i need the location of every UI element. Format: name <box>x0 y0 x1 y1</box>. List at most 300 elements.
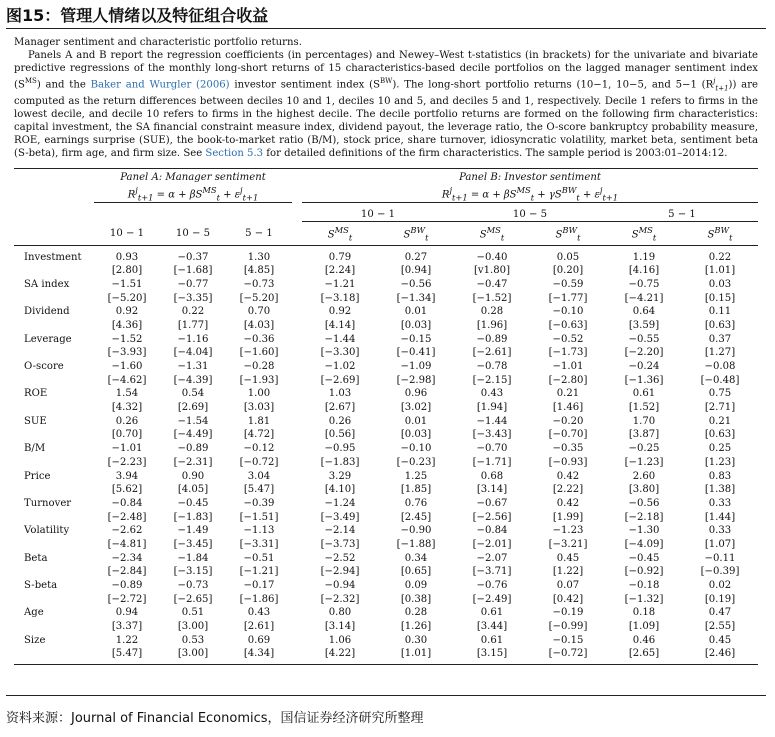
tstat-cell: [1.01] <box>378 647 454 664</box>
coef-cell: −1.09 <box>400 361 432 373</box>
tstat-cell: [1.23] <box>704 456 736 468</box>
tstat-cell: [−3.21] <box>548 538 588 550</box>
tstat-cell: [−1.77] <box>548 292 588 304</box>
tstat-cell: [1.07] <box>704 538 736 550</box>
tstat-cell: [4.16] <box>628 265 660 277</box>
coef-cell: −0.95 <box>324 443 356 455</box>
coef-cell: −1.02 <box>324 361 356 373</box>
coef-cell: 0.45 <box>556 552 580 564</box>
coef-cell: 0.33 <box>708 525 732 537</box>
panel-b-title: Panel B: Investor sentiment <box>302 169 758 185</box>
group-header-5-1: 5 − 1 <box>606 203 758 222</box>
coef-cell: 0.37 <box>708 333 732 345</box>
row-label: O-score <box>24 361 64 373</box>
tstat-cell: [−1.32] <box>624 593 664 605</box>
baker-wurgler-link[interactable]: Baker and Wurgler (2006) <box>90 79 230 91</box>
coef-cell: −0.73 <box>177 580 209 592</box>
coef-cell: 2.60 <box>632 470 656 482</box>
coef-cell: −0.10 <box>400 443 432 455</box>
tstat-cell: [3.00] <box>177 621 209 633</box>
table-row <box>14 246 758 264</box>
coef-cell: 0.45 <box>708 634 732 646</box>
coef-cell: −0.17 <box>243 580 275 592</box>
coef-cell: 3.04 <box>247 470 271 482</box>
tstat-cell: [0.63] <box>704 319 736 331</box>
coef-cell: −0.89 <box>111 580 143 592</box>
tstat-cell: [2.65] <box>606 647 682 664</box>
tstat-cell: [−3.93] <box>107 347 147 359</box>
coef-cell: −0.77 <box>177 278 209 290</box>
coef-cell: 0.02 <box>708 580 732 592</box>
coef-cell: 1.54 <box>115 388 139 400</box>
coef-cell: 0.83 <box>708 470 732 482</box>
group-header-10-5: 10 − 5 <box>454 203 606 222</box>
tstat-cell: [0.56] <box>324 429 356 441</box>
coef-cell: −0.56 <box>628 497 660 509</box>
coef-cell: 1.06 <box>328 634 352 646</box>
tstat-cell: [−2.49] <box>472 593 512 605</box>
coef-cell: −1.52 <box>111 333 143 345</box>
row-label: Volatility <box>24 525 70 537</box>
coef-cell: 0.94 <box>115 607 139 619</box>
column-header-row <box>14 222 758 246</box>
coef-cell: −1.24 <box>324 497 356 509</box>
tstat-cell: [−1.88] <box>396 538 436 550</box>
figure-title: 图15：管理人情绪以及特征组合收益 <box>6 6 269 25</box>
tstat-cell: [5.47] <box>243 484 275 496</box>
coef-cell: −0.55 <box>628 333 660 345</box>
coef-cell: −0.35 <box>552 443 584 455</box>
tstat-cell: [−0.48] <box>700 374 740 386</box>
tstat-cell: [−1.86] <box>239 593 279 605</box>
coef-cell: −0.89 <box>177 443 209 455</box>
tstat-cell: [4.34] <box>226 647 292 664</box>
coef-cell: −0.84 <box>476 525 508 537</box>
coef-cell: 0.28 <box>404 607 428 619</box>
tstat-cell: [5.47] <box>94 647 160 664</box>
tstat-cell: [2.46] <box>682 647 758 664</box>
coef-cell: 0.21 <box>556 388 580 400</box>
tstat-cell: [−4.04] <box>173 347 213 359</box>
table-row-tstat <box>14 264 758 278</box>
coef-cell: 1.19 <box>632 251 656 263</box>
coef-cell: 0.46 <box>632 634 656 646</box>
source-note: 资料来源：Journal of Financial Economics，国信证券经济研究所整理 <box>6 711 424 726</box>
tstat-cell: [−5.20] <box>107 292 147 304</box>
table-row-tstat <box>14 565 758 579</box>
coef-cell: 0.69 <box>247 634 271 646</box>
tstat-cell: [−0.70] <box>548 429 588 441</box>
coef-cell: 0.01 <box>404 415 428 427</box>
bottom-rule <box>6 695 766 696</box>
table-row <box>14 332 758 346</box>
row-label: B/M <box>24 443 46 455</box>
tstat-cell: [−2.31] <box>173 456 213 468</box>
coef-cell: −0.84 <box>111 497 143 509</box>
coef-cell: −1.44 <box>476 415 508 427</box>
coef-cell: −0.47 <box>476 278 508 290</box>
coef-cell: −2.07 <box>476 552 508 564</box>
tstat-cell: [−3.18] <box>320 292 360 304</box>
coef-cell: 0.42 <box>556 497 580 509</box>
col-header: 10 − 1 <box>94 222 160 246</box>
coef-cell: 0.92 <box>115 306 139 318</box>
tstat-cell: [0.63] <box>704 429 736 441</box>
table-row <box>14 360 758 374</box>
tstat-cell: [1.52] <box>628 402 660 414</box>
tstat-cell: [0.65] <box>400 566 432 578</box>
coef-cell: −0.20 <box>552 415 584 427</box>
table-row <box>14 469 758 483</box>
tstat-cell: [−2.01] <box>472 538 512 550</box>
coef-cell: −0.08 <box>704 361 736 373</box>
tstat-cell: [−1.52] <box>472 292 512 304</box>
ms-superscript: MS <box>24 77 37 85</box>
coef-cell: −1.31 <box>177 361 209 373</box>
tstat-cell: [−3.31] <box>239 538 279 550</box>
coef-cell: −2.62 <box>111 525 143 537</box>
row-label: SUE <box>24 415 47 427</box>
coef-cell: −0.19 <box>552 607 584 619</box>
coef-cell: −1.21 <box>324 278 356 290</box>
coef-cell: 3.29 <box>328 470 352 482</box>
coef-cell: 1.00 <box>247 388 271 400</box>
tstat-cell: [1.44] <box>704 511 736 523</box>
tstat-cell: [3.87] <box>628 429 660 441</box>
tstat-cell: [1.01] <box>704 265 736 277</box>
tstat-cell: [−1.36] <box>624 374 664 386</box>
coef-cell: 0.25 <box>708 443 732 455</box>
coef-cell: −0.15 <box>552 634 584 646</box>
tstat-cell: [−1.83] <box>173 511 213 523</box>
table-row-tstat <box>14 319 758 333</box>
tstat-cell: [1.46] <box>552 402 584 414</box>
tstat-cell: [4.72] <box>243 429 275 441</box>
tstat-cell: [−0.39] <box>700 566 740 578</box>
tstat-cell: [−3.30] <box>320 347 360 359</box>
tstat-cell: [−2.32] <box>320 593 360 605</box>
tstat-cell: [0.42] <box>552 593 584 605</box>
coef-cell: −0.73 <box>243 278 275 290</box>
row-label: Investment <box>24 251 82 263</box>
tstat-cell: [0.38] <box>400 593 432 605</box>
coef-cell: 0.22 <box>181 306 205 318</box>
coef-cell: 0.26 <box>328 415 352 427</box>
coef-cell: 0.93 <box>115 251 139 263</box>
coef-cell: −0.76 <box>476 580 508 592</box>
tstat-cell: [−3.71] <box>472 566 512 578</box>
coef-cell: 0.61 <box>480 607 504 619</box>
col-header: 5 − 1 <box>226 222 292 246</box>
tstat-cell: [3.14] <box>324 621 356 633</box>
coef-cell: 0.61 <box>632 388 656 400</box>
tstat-cell: [1.09] <box>628 621 660 633</box>
tstat-cell: [−1.73] <box>548 347 588 359</box>
caption-text-1: Panels A and B report the regression coefficients (in percentages) and Newey–West t-statistics (in brackets) for the univariate and bivariate predictive regressions of the monthly long-short returns of 15 characteristics-based decile portfolios on the lagged manager sentiment index (S <box>14 50 758 91</box>
table-body <box>14 246 758 665</box>
row-label: Turnover <box>24 497 72 509</box>
col-header: 10 − 5 <box>160 222 226 246</box>
tstat-cell: [2.69] <box>177 402 209 414</box>
tstat-cell: [−1.21] <box>239 566 279 578</box>
coef-cell: 0.75 <box>708 388 732 400</box>
coef-cell: 0.18 <box>632 607 656 619</box>
tstat-cell: [3.14] <box>476 484 508 496</box>
tstat-cell: [2.55] <box>704 621 736 633</box>
tstat-cell: [3.03] <box>243 402 275 414</box>
table-row-tstat <box>14 592 758 606</box>
tstat-cell: [1.27] <box>704 347 736 359</box>
group-header-10-1: 10 − 1 <box>302 203 454 222</box>
coef-cell: −1.13 <box>243 525 275 537</box>
tstat-cell: [−3.43] <box>472 429 512 441</box>
tstat-cell: [−2.65] <box>173 593 213 605</box>
table-row-tstat <box>14 373 758 387</box>
panel-a-title: Panel A: Manager sentiment <box>94 169 292 185</box>
tstat-cell: [3.00] <box>160 647 226 664</box>
coef-cell: 0.01 <box>404 306 428 318</box>
coef-cell: −0.37 <box>177 251 209 263</box>
tstat-cell: [−4.39] <box>173 374 213 386</box>
tstat-cell: [−1.71] <box>472 456 512 468</box>
coef-cell: −0.39 <box>243 497 275 509</box>
col-header: $S^{MS}_t$ <box>302 222 378 246</box>
tstat-cell: [−2.69] <box>320 374 360 386</box>
coef-cell: −2.34 <box>111 552 143 564</box>
coef-cell: −0.56 <box>400 278 432 290</box>
table-row <box>14 579 758 593</box>
coef-cell: −1.54 <box>177 415 209 427</box>
tstat-cell: [2.61] <box>243 621 275 633</box>
tstat-cell: [1.85] <box>400 484 432 496</box>
coef-cell: 0.34 <box>404 552 428 564</box>
coef-cell: −0.94 <box>324 580 356 592</box>
tstat-cell: [−2.80] <box>548 374 588 386</box>
coef-cell: 3.94 <box>115 470 139 482</box>
caption-text-5: )) are computed as the return differences between deciles 10 and 1, deciles 10 and 5, and deciles 5 and 1, respectively. Decile 1 refers to firms in the lowest decile, and decile 10 refers to firms in the highest decile. The decile portfolio returns are formed on the following firm characteristics: capital investment, the SA financial constraint measure index, dividend payout, the leverage ratio, the O-score bankruptcy probability measure, ROE, earnings surprise (SUE), the book-to-market ratio (B/M), stock price, share turnover, idiosyncratic volatility, market beta, sentiment beta (S-beta), firm age, and firm size. See <box>14 79 758 160</box>
tstat-cell: [−0.41] <box>396 347 436 359</box>
coef-cell: −1.01 <box>111 443 143 455</box>
tstat-cell: [−4.62] <box>107 374 147 386</box>
coef-cell: 0.53 <box>181 634 205 646</box>
tstat-cell: [2.80] <box>111 265 143 277</box>
table-row-tstat <box>14 510 758 524</box>
tstat-cell: [3.80] <box>628 484 660 496</box>
coef-cell: 0.80 <box>328 607 352 619</box>
coef-cell: −0.78 <box>476 361 508 373</box>
coef-cell: 0.68 <box>480 470 504 482</box>
coef-cell: −0.36 <box>243 333 275 345</box>
tstat-cell: [−2.61] <box>472 347 512 359</box>
tstat-cell: [−1.93] <box>239 374 279 386</box>
coef-cell: 0.07 <box>556 580 580 592</box>
tstat-cell: [−3.45] <box>173 538 213 550</box>
caption-text-4: ). The long-short portfolio returns (10−1, 10−5, and 5−1 (R <box>392 79 714 91</box>
tstat-cell: [2.71] <box>704 402 736 414</box>
col-header: $S^{BW}_t$ <box>530 222 606 246</box>
tstat-cell: [1.77] <box>177 319 209 331</box>
coef-cell: −1.60 <box>111 361 143 373</box>
tstat-cell: [−1.83] <box>320 456 360 468</box>
tstat-cell: [−0.93] <box>548 456 588 468</box>
coef-cell: −1.01 <box>552 361 584 373</box>
coef-cell: −1.51 <box>111 278 143 290</box>
tstat-cell: [4.05] <box>177 484 209 496</box>
coef-cell: −0.90 <box>400 525 432 537</box>
coef-cell: 0.51 <box>181 607 205 619</box>
coef-cell: 0.33 <box>708 497 732 509</box>
row-label: ROE <box>24 388 48 400</box>
caption-body: Panels A and B report the regression coefficients (in percentages) and Newey–West t-statistics (in brackets) for the univariate and bivariate predictive regressions of the monthly long-short returns of 15 characteristics-based decile portfolios on the lagged manager sentiment index $(S^{MS})$ and the Baker and Wurgler (2006) investor sentiment index $(S^{BW})$. The long-short portfolio returns (10−1, 10−5, and 5−1 $(R^j_{t+1})$) are computed as the return differences between deciles 10 and 1, deciles 10 and 5, and deciles 5 and 1, respectively. Decile 1 refers to firms in the lowest decile, and decile 10 refers to firms in the highest decile. The decile portfolio returns are formed on the following firm characteristics: capital investment, the SA financial constraint measure index, dividend payout, the leverage ratio, the O-score bankruptcy probability measure, ROE, earnings surprise (SUE), the book-to-market ratio (B/M), stock price, share turnover, idiosyncratic volatility, market beta, sentiment beta (S-beta), firm age, and firm size. See Section 5.3 for detailed definitions of the firm characteristics. The sample period is 2003:01–2014:12. <box>14 50 758 160</box>
coef-cell: 1.30 <box>247 251 271 263</box>
results-table <box>14 168 758 665</box>
tstat-cell: [4.32] <box>111 402 143 414</box>
tstat-cell: [−0.92] <box>624 566 664 578</box>
tstat-cell: [−0.72] <box>530 647 606 664</box>
tstat-cell: [−4.81] <box>107 538 147 550</box>
tstat-cell: [0.03] <box>400 319 432 331</box>
table-row <box>14 497 758 511</box>
coef-cell: 0.70 <box>247 306 271 318</box>
table-row-tstat <box>14 483 758 497</box>
coef-cell: −0.28 <box>243 361 275 373</box>
tstat-cell: [−2.48] <box>107 511 147 523</box>
coef-cell: 0.43 <box>247 607 271 619</box>
table-row-tstat <box>14 401 758 415</box>
caption-title: Manager sentiment and characteristic portfolio returns. <box>14 37 302 48</box>
coef-cell: 0.11 <box>708 306 732 318</box>
col-header: $S^{BW}_t$ <box>378 222 454 246</box>
coef-cell: −0.12 <box>243 443 275 455</box>
caption-text-2: ) and the <box>36 79 91 91</box>
coef-cell: −1.84 <box>177 552 209 564</box>
table-row-tstat <box>14 620 758 634</box>
coef-cell: −0.24 <box>628 361 660 373</box>
tstat-cell: [−2.84] <box>107 566 147 578</box>
table-row-tstat <box>14 291 758 305</box>
tstat-cell: [−2.15] <box>472 374 512 386</box>
tstat-cell: [−3.49] <box>320 511 360 523</box>
table-row <box>14 633 758 647</box>
tstat-cell: [1.26] <box>400 621 432 633</box>
tstat-cell: [−1.68] <box>173 265 213 277</box>
coef-cell: 0.92 <box>328 306 352 318</box>
tstat-cell: [−0.99] <box>548 621 588 633</box>
coef-cell: −0.45 <box>177 497 209 509</box>
table-row-tstat <box>14 456 758 470</box>
section-link[interactable]: Section 5.3 <box>205 148 264 160</box>
tstat-cell: [4.10] <box>324 484 356 496</box>
row-label: Size <box>24 634 46 646</box>
tstat-cell: [3.44] <box>476 621 508 633</box>
coef-cell: 0.43 <box>480 388 504 400</box>
coef-cell: −0.70 <box>476 443 508 455</box>
coef-cell: 0.90 <box>181 470 205 482</box>
table-row <box>14 551 758 565</box>
coef-cell: −0.45 <box>628 552 660 564</box>
tstat-cell: [3.59] <box>628 319 660 331</box>
coef-cell: −1.23 <box>552 525 584 537</box>
coef-cell: −0.75 <box>628 278 660 290</box>
tstat-cell: [−2.94] <box>320 566 360 578</box>
table-row-tstat <box>14 647 758 664</box>
tstat-cell: [−2.18] <box>624 511 664 523</box>
coef-cell: 1.03 <box>328 388 352 400</box>
coef-cell: −2.52 <box>324 552 356 564</box>
tstat-cell: [−1.51] <box>239 511 279 523</box>
table-row <box>14 305 758 319</box>
table-row <box>14 524 758 538</box>
tstat-cell: [−4.09] <box>624 538 664 550</box>
row-label: Price <box>24 470 51 482</box>
tstat-cell: [2.22] <box>552 484 584 496</box>
col-header: $S^{MS}_t$ <box>606 222 682 246</box>
tstat-cell: [−0.72] <box>239 456 279 468</box>
tstat-cell: [3.37] <box>111 621 143 633</box>
coef-cell: 1.70 <box>632 415 656 427</box>
tstat-cell: [0.20] <box>552 265 584 277</box>
table-row <box>14 606 758 620</box>
coef-cell: 0.54 <box>181 388 205 400</box>
coef-cell: 0.05 <box>556 251 580 263</box>
tstat-cell: [5.62] <box>111 484 143 496</box>
tstat-cell: [−3.15] <box>173 566 213 578</box>
table-row-tstat <box>14 538 758 552</box>
coef-cell: 0.96 <box>404 388 428 400</box>
tstat-cell: [2.67] <box>324 402 356 414</box>
tstat-cell: [0.70] <box>111 429 143 441</box>
coef-cell: −0.59 <box>552 278 584 290</box>
col-header: $S^{BW}_t$ <box>682 222 758 246</box>
coef-cell: 0.79 <box>328 251 352 263</box>
table-row-tstat <box>14 346 758 360</box>
panel-a-equation: $R^j_{t+1} = \alpha + \beta S^{MS}_t + \varepsilon^j_{t+1}$ <box>94 185 292 203</box>
tstat-cell: [0.15] <box>704 292 736 304</box>
tstat-cell: [v1.80] <box>473 265 511 277</box>
coef-cell: 1.81 <box>247 415 271 427</box>
table-row <box>14 442 758 456</box>
tstat-cell: [−1.23] <box>624 456 664 468</box>
tstat-cell: [1.38] <box>704 484 736 496</box>
caption-text-6: for detailed definitions of the firm characteristics. The sample period is 2003:01–2014:12. <box>263 148 728 160</box>
table-row <box>14 278 758 292</box>
coef-cell: 0.61 <box>480 634 504 646</box>
tstat-cell: [−2.20] <box>624 347 664 359</box>
coef-cell: −0.51 <box>243 552 275 564</box>
panel-b-equation: $R^j_{t+1} = \alpha + \beta S^{MS}_t + \gamma S^{BW}_t + \varepsilon^j_{t+1}$ <box>302 185 758 203</box>
tstat-cell: [−3.73] <box>320 538 360 550</box>
tstat-cell: [2.24] <box>324 265 356 277</box>
tstat-cell: [−2.56] <box>472 511 512 523</box>
tstat-cell: [0.03] <box>400 429 432 441</box>
bw-superscript: BW <box>380 77 393 85</box>
row-label: S-beta <box>24 580 58 592</box>
coef-cell: 0.42 <box>556 470 580 482</box>
coef-cell: −1.44 <box>324 333 356 345</box>
tstat-cell: [−2.72] <box>107 593 147 605</box>
coef-cell: −0.18 <box>628 580 660 592</box>
coef-cell: 0.47 <box>708 607 732 619</box>
table-row <box>14 387 758 401</box>
tstat-cell: [−2.23] <box>107 456 147 468</box>
coef-cell: −1.30 <box>628 525 660 537</box>
coef-cell: −0.40 <box>476 251 508 263</box>
coef-cell: 0.28 <box>480 306 504 318</box>
row-label: Age <box>24 607 44 619</box>
row-label: Beta <box>24 552 48 564</box>
tstat-cell: [−1.34] <box>396 292 436 304</box>
coef-cell: −1.49 <box>177 525 209 537</box>
